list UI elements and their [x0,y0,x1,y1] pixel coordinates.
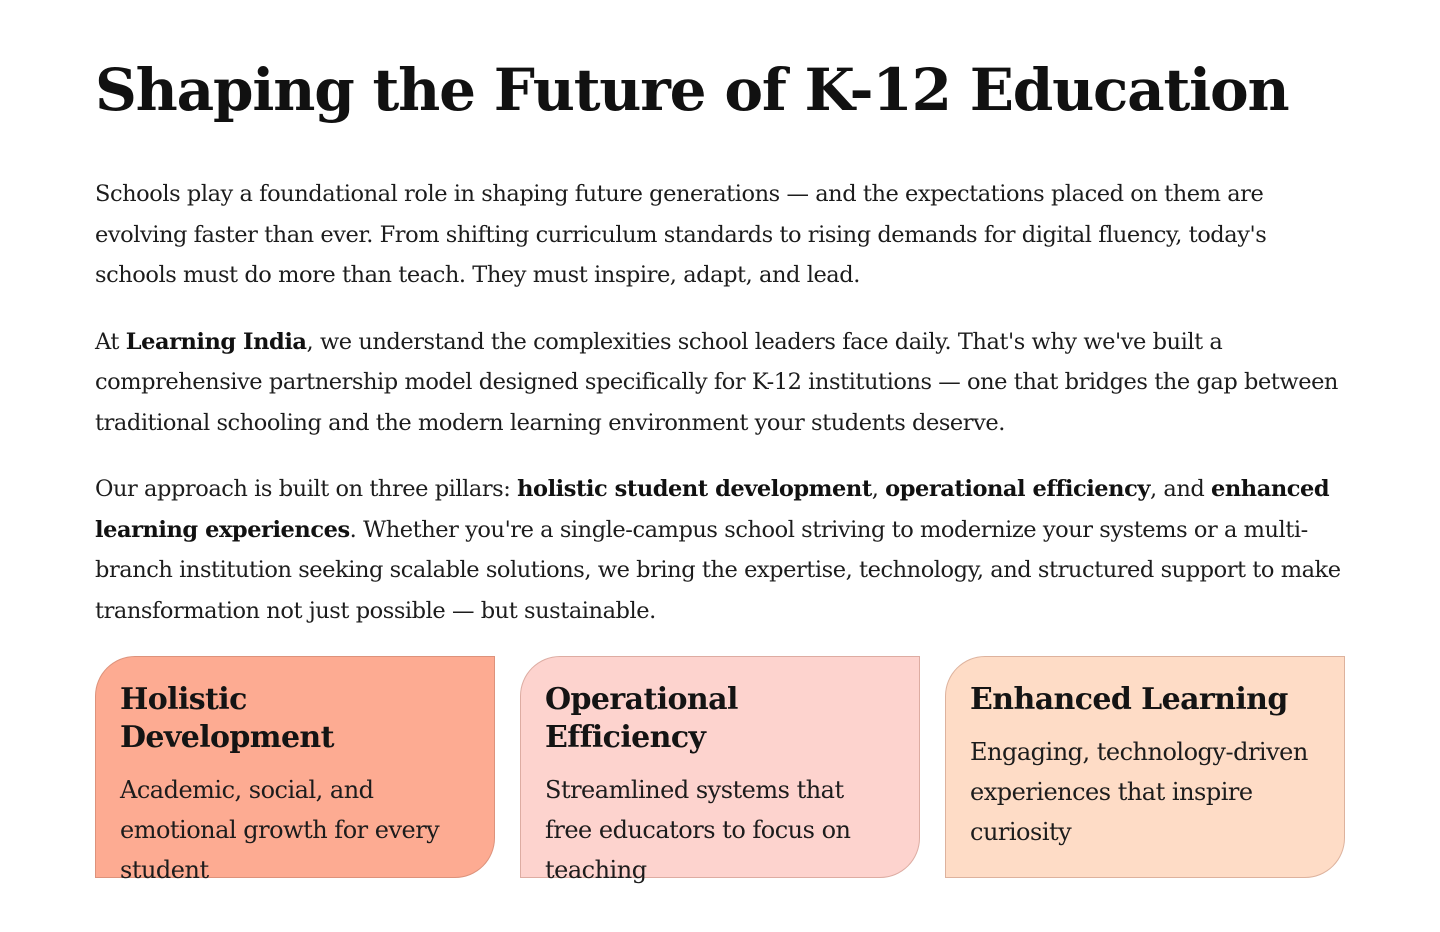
about-text-body: , we understand the complexities school leaders face daily. That's why we've built a comprehensive partnership model designed specifically for K-12 institutions — one that bridges the gap between traditional schooling and the modern learning environment your students deserve. [95,328,1338,436]
card-holistic-development [95,656,495,884]
pillar-operational: operational efficiency [885,476,1150,502]
card-title: Enhanced Learning [970,682,1288,717]
about-text-lead: At [95,328,126,355]
pillar-cards [95,656,1345,884]
card-title: Holistic Development [120,682,334,755]
brand-name: Learning India [125,328,307,355]
intro-paragraph: Schools play a foundational role in shaping future generations — and the expectations placed on them are evolving faster than ever. From shifting curriculum standards to rising demands for digital fluency, today's schools must do more than teach. They must inspire, adapt, and lead. [95,181,1267,288]
approach-separator: , and [1149,476,1212,502]
page-title: Shaping the Future of K-12 Education [95,56,1289,124]
card-description: Streamlined systems that free educators to focus on teaching [545,776,851,884]
approach-paragraph [95,469,1345,631]
approach-separator: , [871,476,886,502]
pillar-holistic: holistic student development [517,476,872,502]
pillar-enhanced: enhanced learning experiences [95,476,1330,543]
approach-text-intro: Our approach is built on three pillars: [95,476,518,502]
card-enhanced-learning [945,656,1345,878]
card-operational-efficiency [520,656,920,884]
content-section [95,50,1345,884]
card-description: Engaging, technology-driven experiences that inspire curiosity [970,738,1308,846]
card-title: Operational Efficiency [545,682,738,755]
card-description: Academic, social, and emotional growth for every student [120,776,440,884]
approach-text-rest: . Whether you're a single-campus school striving to modernize your systems or a multi-branch institution seeking scalable solutions, we bring the expertise, technology, and structured support to make transformation not just possible — but sustainable. [95,516,1341,624]
about-paragraph [95,322,1345,444]
